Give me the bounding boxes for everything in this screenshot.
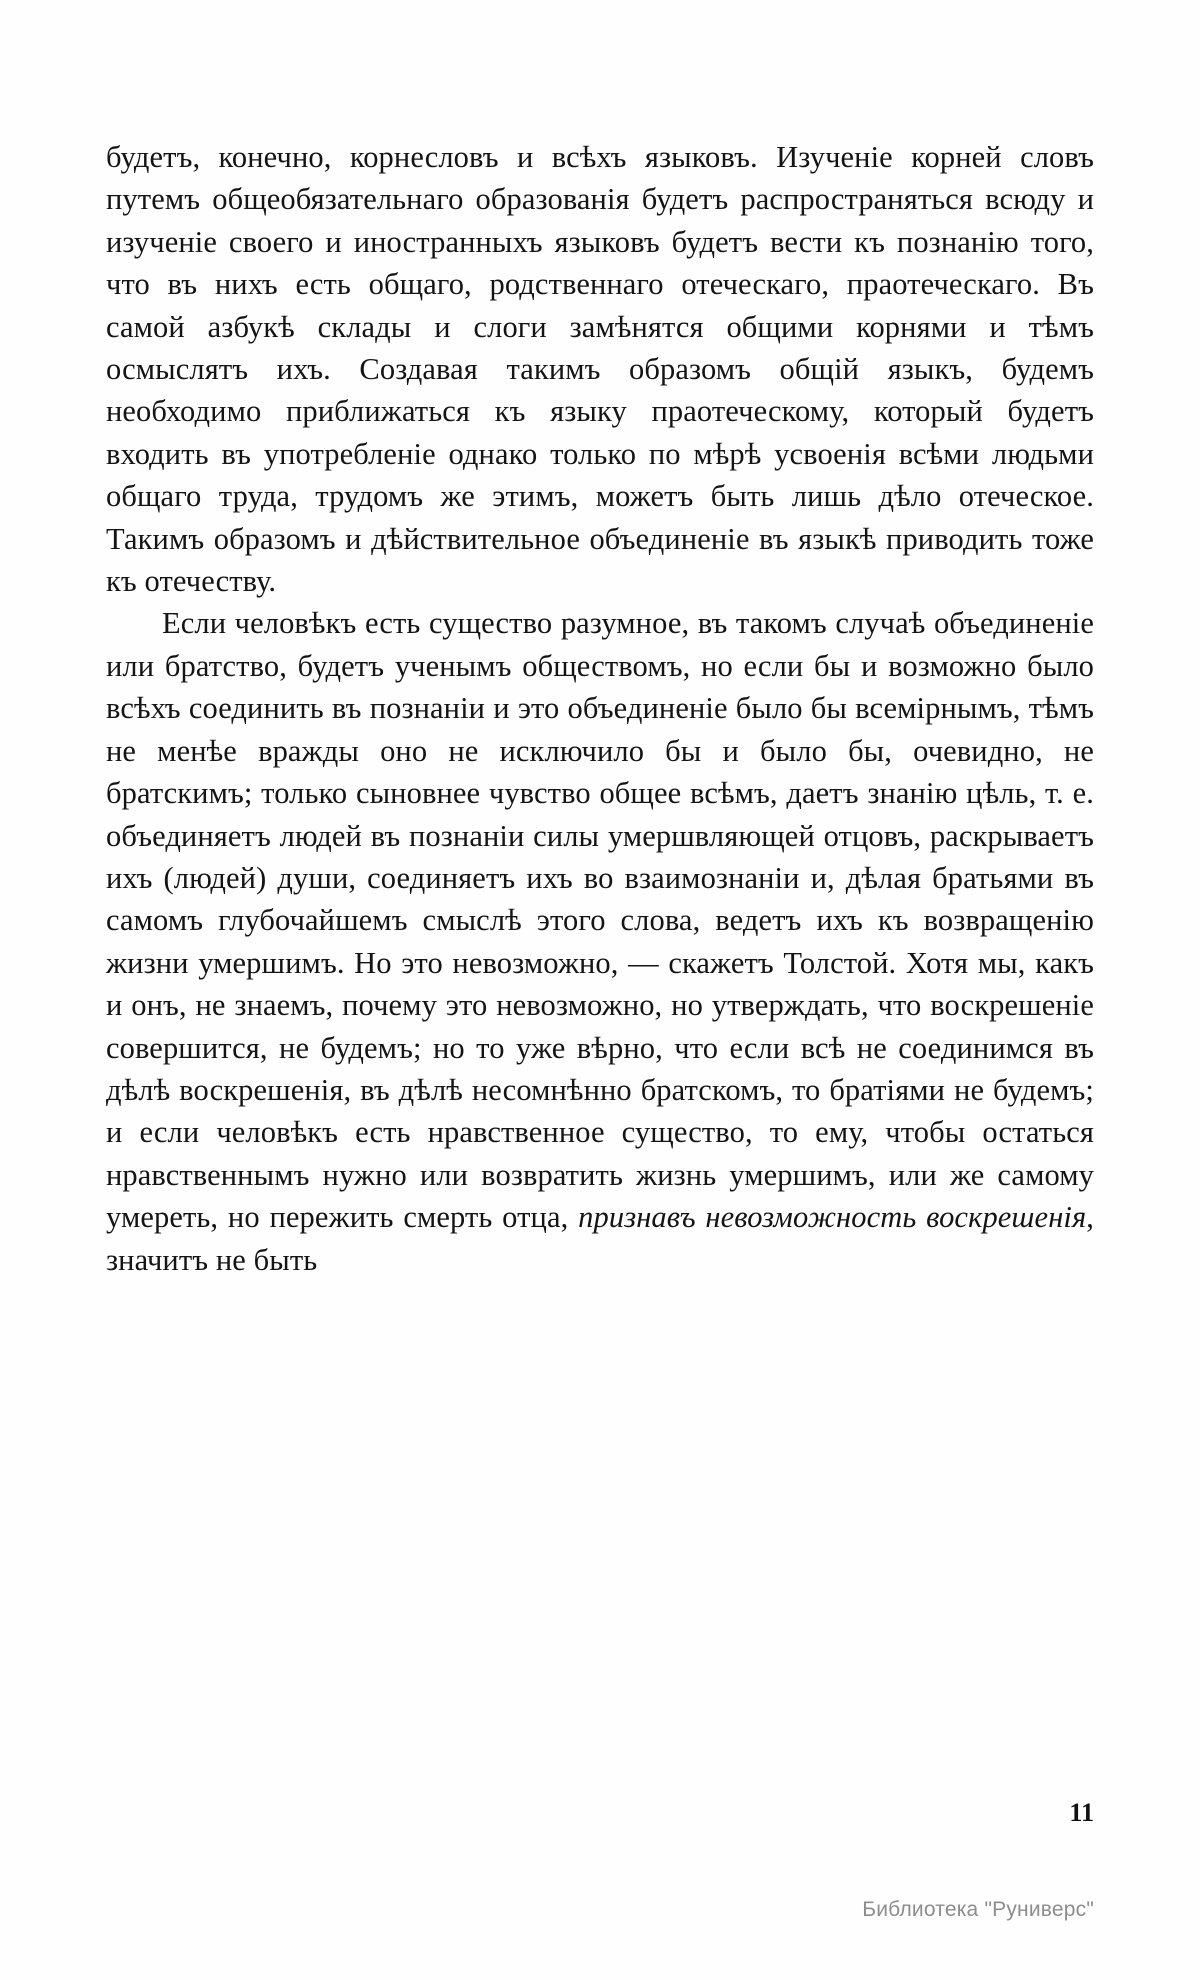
paragraph-1: будетъ, конечно, корнесловъ и всѣхъ языковъ. Изученіе корней словъ путемъ общеобязательнаго образованія будетъ распространяться всюду и изученіе своего и иностранныхъ языковъ будетъ вести къ познанію того, что въ нихъ есть общаго, родственнаго отеческаго, праотеческаго. Въ самой азбукѣ склады и слоги замѣнятся общими корнями и тѣмъ осмыслятъ ихъ. Создавая такимъ образомъ общій языкъ, будемъ необходимо приближаться къ языку праотеческому, который будетъ входить въ употребленіе однако только по мѣрѣ усвоенія всѣми людьми общаго труда, трудомъ же этимъ, можетъ быть лишь дѣло отеческое. Такимъ образомъ и дѣйствительное объединеніе въ языкѣ приводить тоже къ отечеству. [106, 140, 1094, 599]
paragraph-2-text-after-italic: , значитъ не быть [106, 1200, 1095, 1277]
paragraph-2-italic-phrase: признавъ невозможность воскрешенія [578, 1200, 1087, 1235]
paragraph-2 [106, 602, 1094, 1281]
body-text-column [106, 136, 1094, 1281]
library-watermark: Библиотека "Руниверс" [862, 1898, 1094, 1921]
page-number: 11 [1069, 1798, 1094, 1827]
paragraph-2-text-before-italic: Если человѣкъ есть существо разумное, въ такомъ случаѣ объединеніе или братство, будетъ ученымъ обществомъ, но если бы и возможно было всѣхъ соединить въ познаніи и это объединеніе было бы всемірнымъ, тѣмъ не менѣе вражды оно не исключило бы и было бы, очевидно, не братскимъ; только сыновнее чувство общее всѣмъ, даетъ знанію цѣль, т. е. объединяетъ людей въ познаніи силы умершвляющей отцовъ, раскрываетъ ихъ (людей) души, соединяетъ ихъ во взаимознаніи и, дѣлая братьями въ самомъ глубочайшемъ смыслѣ этого слова, ведетъ ихъ къ возвращенію жизни умершимъ. Но это невозможно, — скажетъ Толстой. Хотя мы, какъ и онъ, не знаемъ, почему это невозможно, но утверждать, что воскрешеніе совершится, не будемъ; но то уже вѣрно, что если всѣ не соединимся въ дѣлѣ воскрешенія, въ дѣлѣ несомнѣнно братскомъ, то братіями не будемъ; и если человѣкъ есть нравственное существо, то ему, чтобы остаться нравственнымъ нужно или возвратить жизнь умершимъ, или же самому умереть, но пережить смерть отца, [106, 606, 1094, 1235]
